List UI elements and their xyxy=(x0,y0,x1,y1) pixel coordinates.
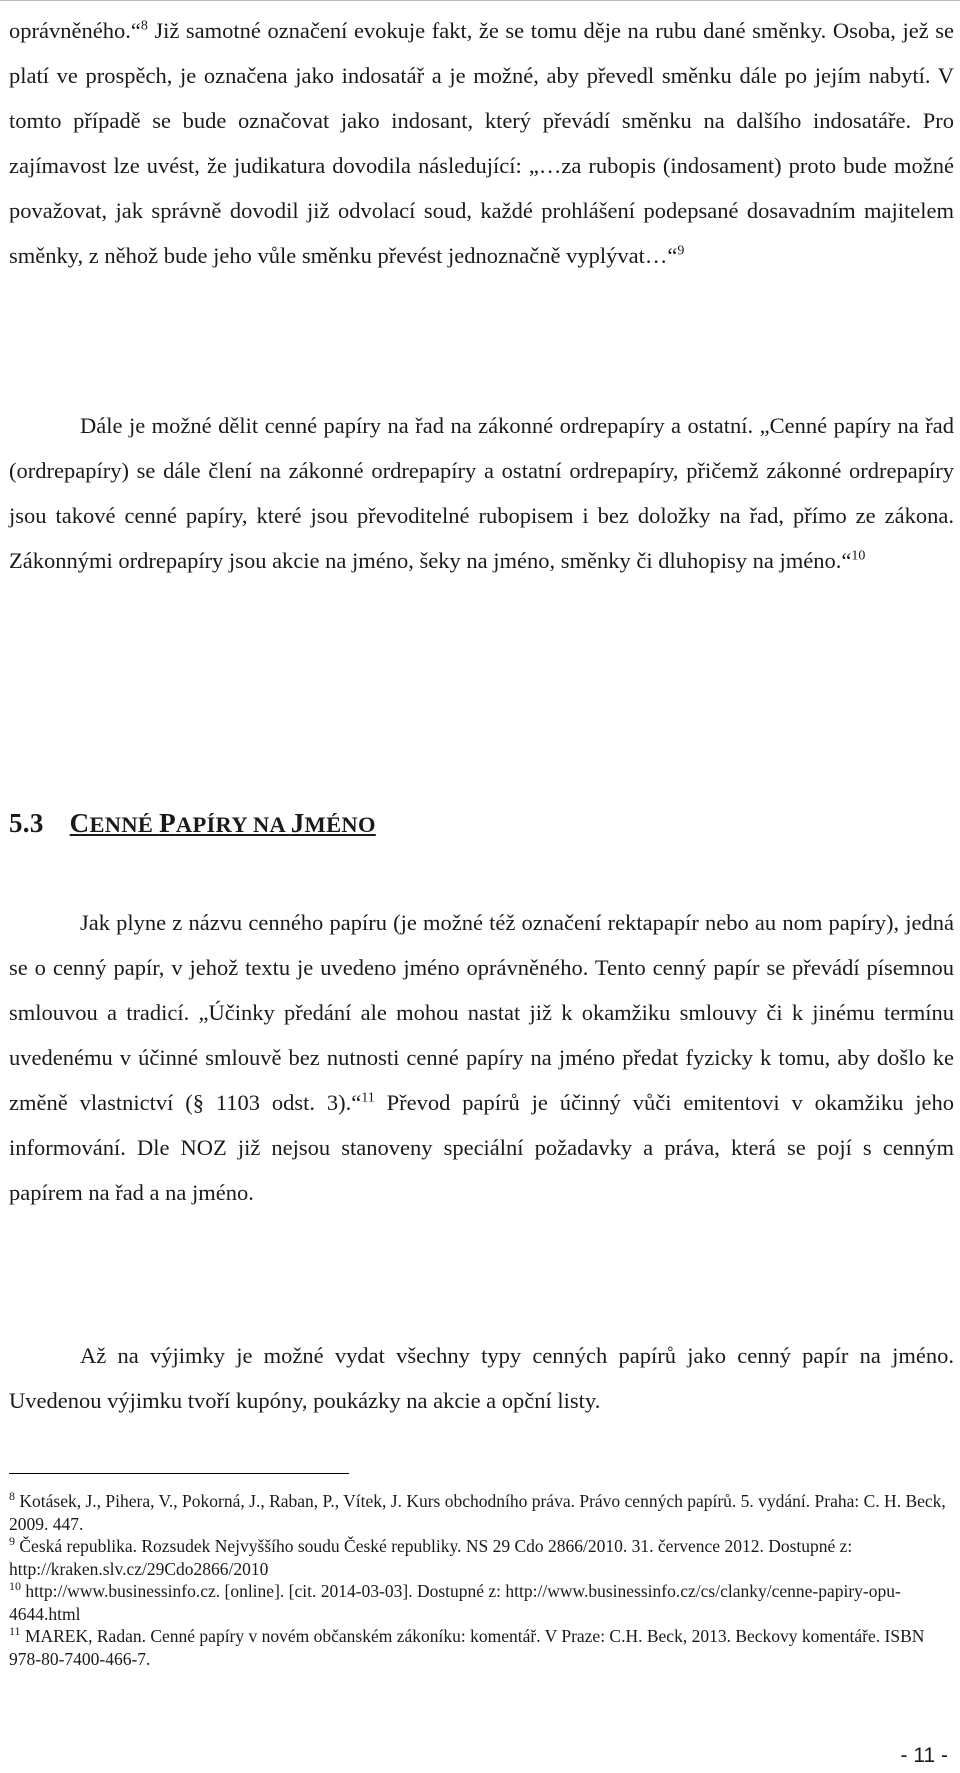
footnote-11: $^{11}$ MAREK, Radan. Cenné papíry v novém občanském zákoníku: komentář. V Praze: C.H. Beck, 2013. Beckovy komentáře. ISBN 978-80-7400-466-7. xyxy=(9,1624,925,1669)
page-number: - 11 - xyxy=(900,1744,948,1767)
footnote-10: $^{10}$ http://www.businessinfo.cz. [online]. [cit. 2014-03-03]. Dostupné z: http://www.businessinfo.cz/cs/clanky/cenne-papiry-opu-4644.html xyxy=(9,1579,901,1624)
footnote-ref-8[interactable]: 8 xyxy=(140,18,148,34)
section-title: CENNÉ PAPÍRY NA JMÉNO xyxy=(69,808,376,838)
paragraph-3-text-a: Jak plyne z názvu cenného papíru (je možné též označení rektapapír nebo au nom papíry), jedná se o cenný papír, v jehož textu je uvedeno jméno oprávněného. Tento cenný papír se převádí písemnou smlouvou a tradicí. „Účinky předání ale mohou nastat již k okamžiku smlouvy či k jinému termínu uvedenému v účinné smlouvě bez nutnosti cenné papíry na jméno předat fyzicky k tomu, aby došlo ke změně vlastnictví (§ 1103 odst. 3).“ xyxy=(9,910,954,1115)
footnotes xyxy=(9,1490,954,1670)
paragraph-4 xyxy=(9,1333,954,1423)
footnote-8: $^8$ Kotásek, J., Pihera, V., Pokorná, J., Raban, P., Vítek, J. Kurs obchodního práva. Právo cenných papírů. 5. vydání. Praha: C. H. Beck, 2009. 447. xyxy=(9,1489,946,1534)
paragraph-1-text-a: oprávněného.“ xyxy=(9,18,141,43)
paragraph-3 xyxy=(9,900,954,1215)
paragraph-1-text-b: Již samotné označení evokuje fakt, že se tomu děje na rubu dané směnky. Osoba, jež se platí ve prospěch, je označena jako indosatář a je možné, aby převedl směnku dále po jejím nabytí. V tomto případě se bude označovat jako indosant, který převádí směnku na dalšího indosatáře. Pro zajímavost lze uvést, že judikatura dovodila následující: „…za rubopis (indosament) proto bude možné považovat, jak správně dovodil již odvolací soud, každé prohlášení podepsané dosavadním majitelem směnky, z něhož bude jeho vůle směnku převést jednoznačně vyplývat…“ xyxy=(9,18,954,268)
section-number: 5.3 xyxy=(9,808,44,838)
top-border xyxy=(0,0,960,1)
footnote-ref-9[interactable]: 9 xyxy=(677,243,685,259)
paragraph-3-text-b: Převod papírů je účinný vůči emitentovi v okamžiku jeho informování. Dle NOZ již nejsou stanoveny speciální požadavky a práva, která se pojí s cenným papírem na řad a na jméno. xyxy=(9,1090,954,1205)
footnote-ref-11[interactable]: 11 xyxy=(361,1090,375,1106)
paragraph-2-text: Dále je možné dělit cenné papíry na řad na zákonné ordrepapíry a ostatní. „Cenné papíry na řad (ordrepapíry) se dále člení na zákonné ordrepapíry a ostatní ordrepapíry, přičemž zákonné ordrepapíry jsou takové cenné papíry, které jsou převoditelné rubopisem i bez doložky na řad, přímo ze zákona. Zákonnými ordrepapíry jsou akcie na jméno, šeky na jméno, směnky či dluhopisy na jméno.“ xyxy=(9,413,954,573)
footnote-ref-10[interactable]: 10 xyxy=(851,548,866,564)
footnote-separator xyxy=(9,1473,349,1474)
paragraph-1 xyxy=(9,8,954,278)
footnote-9: $^9$ Česká republika. Rozsudek Nejvyššího soudu České republiky. NS 29 Cdo 2866/2010. 31. července 2012. Dostupné z: http://kraken.slv.cz/29Cdo2866/2010 xyxy=(9,1534,853,1579)
paragraph-4-text: Až na výjimky je možné vydat všechny typy cenných papírů jako cenný papír na jméno. Uvedenou výjimku tvoří kupóny, poukázky na akcie a opční listy. xyxy=(9,1343,954,1413)
section-heading xyxy=(9,808,376,839)
paragraph-2 xyxy=(9,403,954,583)
